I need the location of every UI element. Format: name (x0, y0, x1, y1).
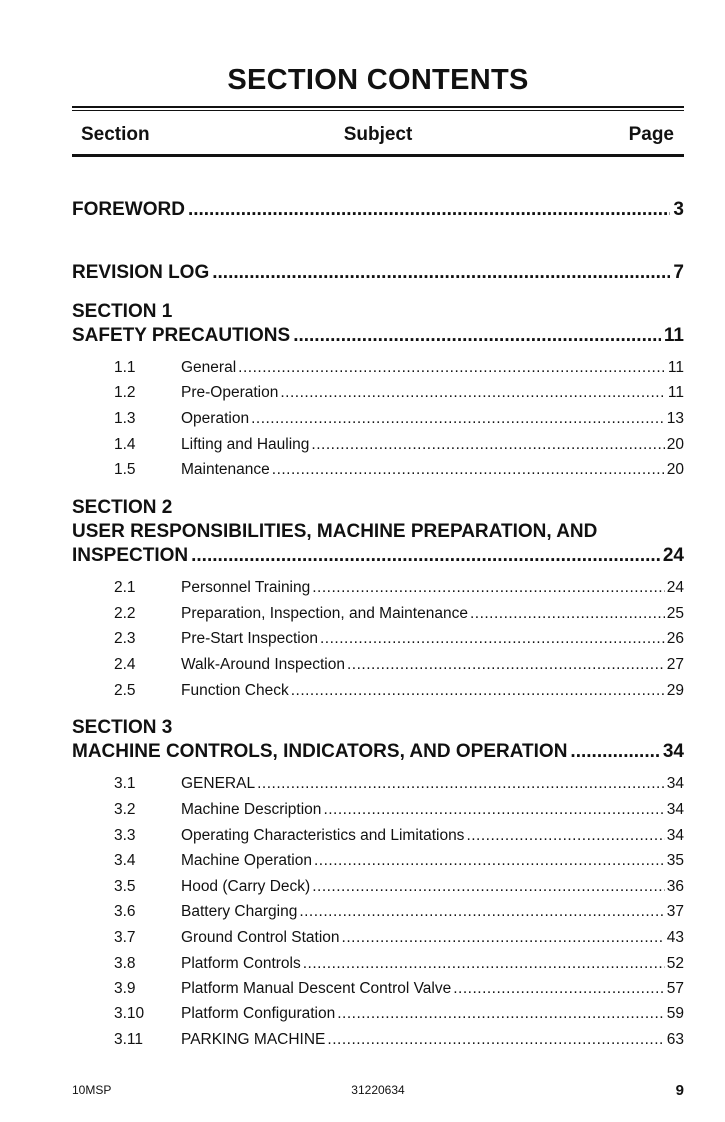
toc-subentry[interactable] (72, 605, 684, 623)
subentry-label: PARKING MACHINE (181, 1031, 326, 1048)
toc-subentry[interactable] (72, 801, 684, 819)
dot-leader (570, 741, 659, 763)
subentry-label: Walk-Around Inspection (181, 656, 345, 673)
entry-page: 34 (662, 741, 684, 762)
title-rule (72, 106, 684, 108)
subentry-label: Pre-Start Inspection (181, 630, 318, 647)
subentry-number: 3.4 (114, 852, 136, 869)
subentry-label: Ground Control Station (181, 929, 340, 946)
dot-leader (311, 436, 664, 454)
dot-leader (312, 878, 665, 896)
entry-page: 3 (673, 199, 684, 220)
dot-leader (238, 359, 666, 377)
subentry-page: 13 (666, 410, 684, 427)
toc-subentry[interactable] (72, 775, 684, 793)
toc-subentry[interactable] (72, 682, 684, 700)
subentry-number: 3.8 (114, 955, 136, 972)
subentry-number: 1.1 (114, 359, 136, 376)
subentry-number: 3.7 (114, 929, 136, 946)
entry-label: REVISION LOG (72, 262, 210, 283)
dot-leader (466, 827, 664, 845)
column-header-section: Section (81, 124, 150, 145)
dot-leader (312, 579, 665, 597)
subentry-page: 34 (666, 775, 684, 792)
footer-doc-number: 31220634 (351, 1083, 405, 1097)
subentry-label: Platform Manual Descent Control Valve (181, 980, 452, 997)
dot-leader (257, 775, 665, 793)
section-number: SECTION 1 (72, 301, 173, 322)
toc-subentry[interactable] (72, 1031, 684, 1049)
toc-subentry[interactable] (72, 359, 684, 377)
subentry-page: 43 (666, 929, 684, 946)
toc-subentry[interactable] (72, 955, 684, 973)
subentry-label: Function Check (181, 682, 289, 699)
toc-subentry[interactable] (72, 579, 684, 597)
subentry-page: 27 (666, 656, 684, 673)
header-rule (72, 154, 684, 157)
toc-entry-revision-log[interactable] (72, 262, 684, 284)
subentry-page: 59 (666, 1005, 684, 1022)
subentry-number: 3.11 (114, 1031, 144, 1048)
footer-page-number: 9 (675, 1082, 684, 1099)
toc-subentry[interactable] (72, 852, 684, 870)
subentry-number: 3.2 (114, 801, 136, 818)
entry-page: 11 (663, 325, 684, 346)
subentry-label: Maintenance (181, 461, 270, 478)
subentry-number: 2.2 (114, 605, 136, 622)
subentry-label: Platform Controls (181, 955, 301, 972)
subentry-label: Lifting and Hauling (181, 436, 310, 453)
subentry-page: 34 (666, 827, 684, 844)
dot-leader (323, 801, 664, 819)
subentry-number: 3.3 (114, 827, 136, 844)
subentry-label: Machine Operation (181, 852, 312, 869)
dot-leader (191, 545, 660, 567)
toc-entry-section-1[interactable] (72, 325, 684, 347)
subentry-page: 20 (666, 461, 684, 478)
toc-subentry[interactable] (72, 461, 684, 479)
toc-subentry[interactable] (72, 929, 684, 947)
toc-subentry[interactable] (72, 827, 684, 845)
subentry-number: 1.4 (114, 436, 136, 453)
section-title-line: USER RESPONSIBILITIES, MACHINE PREPARATION, AND (72, 521, 598, 542)
subentry-page: 63 (666, 1031, 684, 1048)
toc-subentry[interactable] (72, 410, 684, 428)
subentry-label: Pre-Operation (181, 384, 279, 401)
dot-leader (251, 410, 665, 428)
toc-subentry[interactable] (72, 436, 684, 454)
subentry-page: 34 (666, 801, 684, 818)
subentry-number: 1.2 (114, 384, 136, 401)
subentry-label: Machine Description (181, 801, 322, 818)
entry-label: MACHINE CONTROLS, INDICATORS, AND OPERATION (72, 741, 568, 762)
dot-leader (299, 903, 664, 921)
column-header-subject: Subject (343, 124, 413, 145)
toc-page (72, 0, 684, 1122)
dot-leader (272, 461, 665, 479)
subentry-label: Operating Characteristics and Limitations (181, 827, 465, 844)
dot-leader (320, 630, 665, 648)
footer-model: 10MSP (72, 1083, 112, 1097)
subentry-number: 3.10 (114, 1005, 145, 1022)
toc-subentry[interactable] (72, 1005, 684, 1023)
subentry-page: 52 (666, 955, 684, 972)
section-number: SECTION 2 (72, 497, 173, 518)
subentry-page: 37 (666, 903, 684, 920)
dot-leader (342, 929, 665, 947)
subentry-number: 3.6 (114, 903, 136, 920)
subentry-number: 1.5 (114, 461, 136, 478)
toc-subentry[interactable] (72, 630, 684, 648)
toc-entry-section-2[interactable] (72, 545, 684, 567)
page-footer (72, 1083, 684, 1103)
entry-page: 7 (673, 262, 684, 283)
dot-leader (314, 852, 665, 870)
subentry-number: 1.3 (114, 410, 136, 427)
subentry-label: GENERAL (181, 775, 256, 792)
dot-leader (303, 955, 665, 973)
subentry-label: Operation (181, 410, 250, 427)
dot-leader (188, 199, 670, 221)
toc-subentry[interactable] (72, 980, 684, 998)
subentry-page: 29 (666, 682, 684, 699)
subentry-page: 11 (667, 359, 684, 376)
subentry-label: Platform Configuration (181, 1005, 336, 1022)
subentry-label: Battery Charging (181, 903, 298, 920)
subentry-label: Personnel Training (181, 579, 311, 596)
subentry-page: 20 (666, 436, 684, 453)
subentry-number: 3.9 (114, 980, 136, 997)
subentry-number: 2.3 (114, 630, 136, 647)
toc-subentry[interactable] (72, 384, 684, 402)
subentry-page: 36 (666, 878, 684, 895)
toc-entry-foreword[interactable] (72, 199, 684, 221)
subentry-page: 57 (666, 980, 684, 997)
entry-page: 24 (662, 545, 684, 566)
dot-leader (212, 262, 670, 284)
dot-leader (280, 384, 666, 402)
subentry-label: Hood (Carry Deck) (181, 878, 311, 895)
subentry-page: 25 (666, 605, 684, 622)
subentry-number: 2.1 (114, 579, 136, 596)
entry-label: INSPECTION (72, 545, 189, 566)
subentry-label: General (181, 359, 237, 376)
entry-label: SAFETY PRECAUTIONS (72, 325, 291, 346)
subentry-number: 2.5 (114, 682, 136, 699)
toc-entry-section-3[interactable] (72, 741, 684, 763)
toc-subentry[interactable] (72, 656, 684, 674)
dot-leader (337, 1005, 665, 1023)
dot-leader (453, 980, 665, 998)
title-rule-thin (72, 110, 684, 111)
dot-leader (293, 325, 661, 347)
subentry-page: 26 (666, 630, 684, 647)
column-header-page: Page (628, 124, 674, 145)
entry-label: FOREWORD (72, 199, 185, 220)
page-title: SECTION CONTENTS (227, 64, 529, 96)
dot-leader (470, 605, 665, 623)
subentry-number: 2.4 (114, 656, 136, 673)
subentry-page: 11 (667, 384, 684, 401)
toc-subentry[interactable] (72, 903, 684, 921)
subentry-number: 3.1 (114, 775, 136, 792)
dot-leader (347, 656, 665, 674)
dot-leader (327, 1031, 664, 1049)
section-number: SECTION 3 (72, 717, 173, 738)
dot-leader (291, 682, 665, 700)
toc-subentry[interactable] (72, 878, 684, 896)
subentry-label: Preparation, Inspection, and Maintenance (181, 605, 468, 622)
subentry-number: 3.5 (114, 878, 136, 895)
subentry-page: 35 (666, 852, 684, 869)
subentry-page: 24 (666, 579, 684, 596)
column-header (72, 124, 684, 148)
